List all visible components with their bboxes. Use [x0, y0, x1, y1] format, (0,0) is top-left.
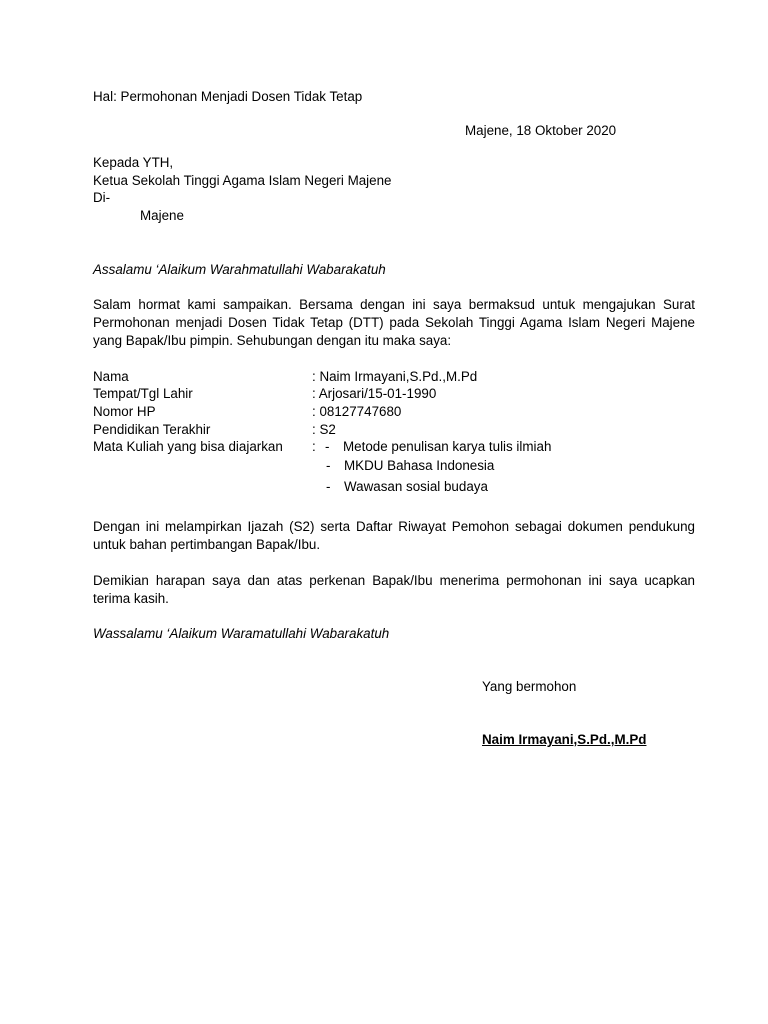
letter-date: Majene, 18 Oktober 2020: [465, 123, 617, 138]
detail-label: Tempat/Tgl Lahir: [93, 386, 193, 401]
course-name: Wawasan sosial budaya: [344, 479, 488, 494]
detail-row-phone: [93, 403, 695, 421]
signature-label: Yang bermohon: [482, 679, 577, 694]
recipient-title: Ketua Sekolah Tinggi Agama Islam Negeri Majene: [93, 173, 392, 188]
recipient-salutation: Kepada YTH,: [93, 155, 174, 170]
closing-greeting: Wassalamu ‘Alaikum Waramatullahi Wabarakatuh: [93, 626, 390, 641]
subject-line: Hal: Permohonan Menjadi Dosen Tidak Tetap: [93, 89, 363, 104]
detail-row-name: [93, 368, 695, 386]
detail-value: : Arjosari/15-01-1990: [312, 386, 437, 401]
detail-label: Nama: [93, 369, 129, 384]
list-dash: -: [326, 479, 331, 494]
detail-label: Mata Kuliah yang bisa diajarkan: [93, 439, 283, 454]
course-name: MKDU Bahasa Indonesia: [344, 458, 495, 473]
detail-value: : Naim Irmayani,S.Pd.,M.Pd: [312, 369, 478, 384]
list-dash: -: [325, 439, 330, 454]
signature-name: Naim Irmayani,S.Pd.,M.Pd: [482, 732, 647, 747]
recipient-di: Di-: [93, 190, 111, 205]
detail-value: : S2: [312, 422, 336, 437]
detail-value: :: [312, 439, 316, 454]
detail-label: Pendidikan Terakhir: [93, 422, 211, 437]
recipient-city: Majene: [140, 208, 184, 223]
detail-row-birth: [93, 385, 695, 403]
attachment-paragraph: Dengan ini melampirkan Ijazah (S2) serta Daftar Riwayat Pemohon sebagai dokumen pendukung untuk bahan pertimbangan Bapak/Ibu.: [93, 519, 695, 552]
detail-row-education: [93, 421, 695, 439]
closing-paragraph: Demikian harapan saya dan atas perkenan Bapak/Ibu menerima permohonan ini saya ucapkan terima kasih.: [93, 573, 695, 606]
opening-greeting: Assalamu ‘Alaikum Warahmatullahi Wabarakatuh: [93, 262, 386, 277]
detail-value: : 08127747680: [312, 404, 402, 419]
course-name: Metode penulisan karya tulis ilmiah: [343, 439, 552, 454]
detail-label: Nomor HP: [93, 404, 156, 419]
intro-paragraph: Salam hormat kami sampaikan. Bersama dengan ini saya bermaksud untuk mengajukan Surat Permohonan menjadi Dosen Tidak Tetap (DTT) pada Sekolah Tinggi Agama Islam Negeri Majene yang Bapak/Ibu pimpin. Sehubungan dengan itu maka saya:: [93, 297, 695, 348]
list-dash: -: [326, 458, 331, 473]
